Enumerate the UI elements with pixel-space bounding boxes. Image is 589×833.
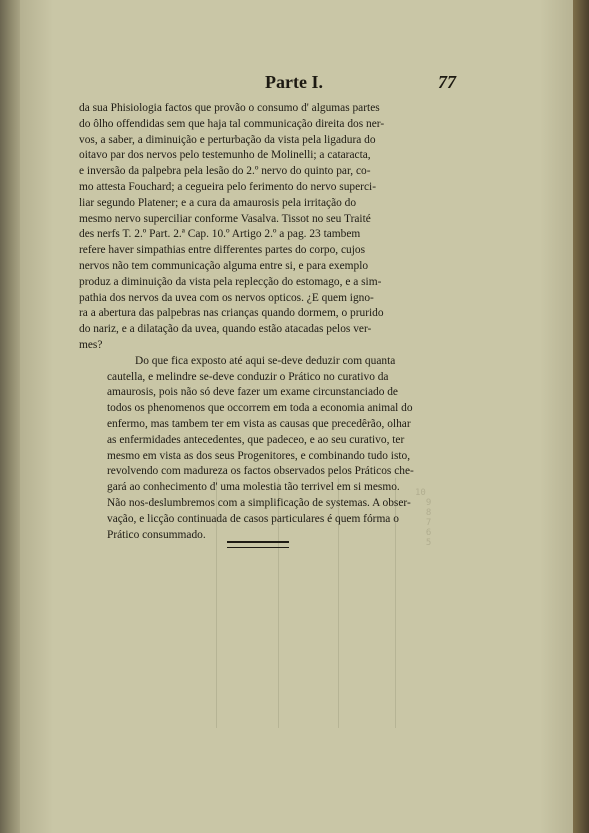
text-line: refere haver simpathias entre differentes partes do corpo, cujos — [79, 244, 366, 257]
text-line: mesmo em vista as dos seus Progenitores, e combinando tudo isto, — [107, 449, 411, 462]
book-fore-edge — [573, 0, 589, 833]
text-line: Não nos-deslumbremos com a simplificação de systemas. A obser- — [107, 496, 411, 509]
facing-page-edge — [0, 0, 20, 833]
text-line: ra a abertura das palpebras nas crianças quando dormem, o prurido — [79, 307, 384, 320]
text-line: Prático consummado. — [107, 528, 206, 541]
text-line: do ôlho offendidas sem que haja tal communicação direita dos ner- — [79, 117, 385, 130]
book-page — [20, 0, 573, 833]
text-line: produz a diminuição da vista pela replecção do estomago, e a sim- — [79, 275, 382, 288]
running-head: Parte I. — [265, 72, 323, 92]
text-line: as enfermidades antecedentes, que padeceo, e ao seu curativo, ter — [107, 433, 405, 446]
body-text — [79, 101, 451, 543]
page-number: 77 — [438, 72, 456, 92]
text-line: vação, e licção continuada de casos particulares é quem fórma o — [107, 512, 399, 525]
text-line: gará ao conhecimento d' uma molestia tão terrivel em si mesmo. — [107, 481, 400, 494]
text-line: oitavo par dos nervos pelo testemunho de Molinelli; a cataracta, — [79, 149, 371, 162]
text-line: cautella, e melindre se-deve conduzir o Prático no curativo da — [107, 370, 389, 383]
text-line: Do que fica exposto até aqui se-deve deduzir com quanta — [135, 354, 396, 367]
text-line: da sua Phisiologia factos que provão o consumo d' algumas partes — [79, 102, 380, 114]
text-line: mo attesta Fouchard; a cegueira pelo ferimento do nervo superci- — [79, 180, 376, 193]
show-through-text: 10 9 8 7 6 5 — [415, 488, 432, 548]
text-line: mes? — [79, 338, 103, 351]
text-line: enfermo, mas tambem ter em vista as causas que precedêrão, olhar — [107, 417, 411, 430]
text-line: revolvendo com madureza os factos observados pelos Práticos che- — [107, 465, 414, 478]
text-line: mesmo nervo superciliar conforme Vasalva. Tissot no seu Traité — [79, 212, 371, 225]
text-line: nervos não tem communicação alguma entre si, e para exemplo — [79, 259, 369, 272]
text-line: des nerfs T. 2.º Part. 2.ª Cap. 10.º Artigo 2.º a pag. 23 tambem — [79, 228, 361, 241]
text-line: e inversão da palpebra pela lesão do 2.º nervo do quinto par, co- — [79, 165, 371, 178]
text-line: todos os phenomenos que occorrem em toda a economia animal do — [107, 402, 413, 415]
text-line: amaurosis, pois não só deve fazer um exame circunstanciado de — [107, 386, 398, 399]
section-end-rule — [227, 541, 289, 548]
text-line: vos, a saber, a diminuição e perturbação da vista pela ligadura do — [79, 133, 376, 146]
text-line: do nariz, e a dilatação da uvea, quando estão atacadas pelos ver- — [79, 323, 372, 336]
paragraph-2 — [79, 354, 451, 544]
text-line: liar segundo Platener; e a cura da amaurosis pela irritação do — [79, 196, 357, 209]
text-line: pathia dos nervos da uvea com os nervos opticos. ¿E quem igno- — [79, 291, 374, 304]
page-header — [20, 72, 573, 96]
paragraph-1 — [79, 101, 451, 354]
